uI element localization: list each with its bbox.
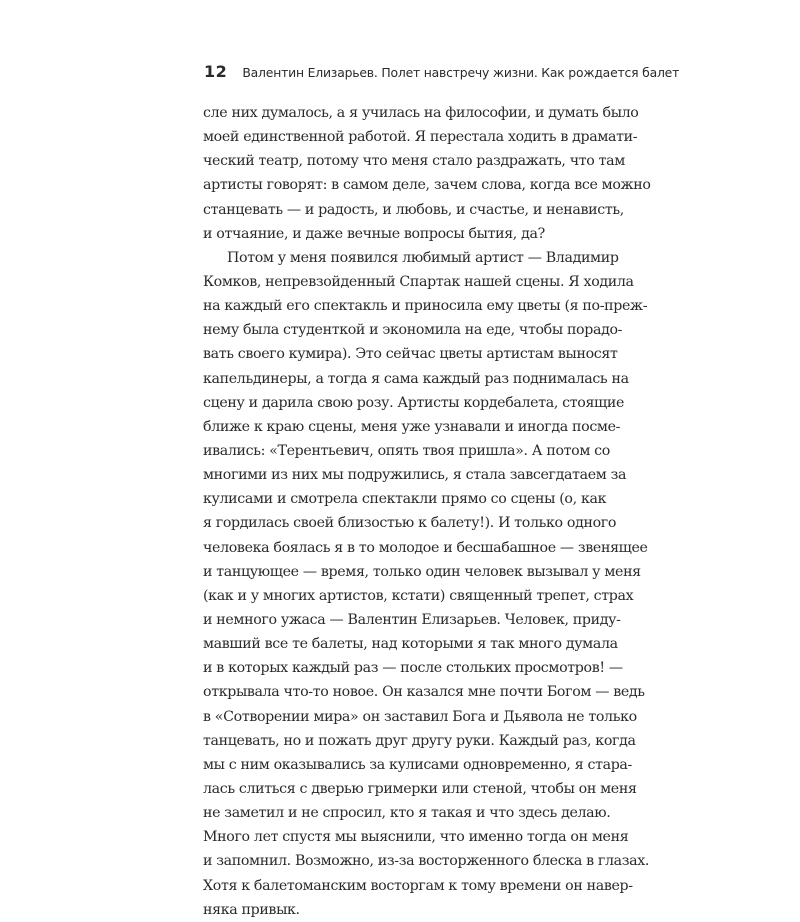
- text-line: станцевать — и радость, и любовь, и счастье, и ненависть,: [203, 201, 624, 218]
- text-line: Хотя к балетоманским восторгам к тому времени он навер-: [203, 877, 633, 894]
- running-header: [204, 62, 680, 84]
- text-line: и запомнил. Возможно, из-за восторженного блеска в глазах.: [203, 853, 650, 870]
- paragraph: [203, 246, 650, 922]
- text-line: сцену и дарила свою розу. Артисты кордебалета, стоящие: [203, 394, 625, 411]
- text-line: я гордилась своей близостью к балету!). И только одного: [203, 515, 617, 532]
- text-line: в «Сотворении мира» он заставил Бога и Дьявола не только: [203, 708, 637, 725]
- text-line: и танцующее — время, только один человек вызывал у меня: [203, 563, 641, 580]
- text-line: артисты говорят: в самом деле, зачем слова, когда все можно: [203, 177, 651, 194]
- text-line: нему была студенткой и экономила на еде, чтобы порадо-: [203, 322, 623, 339]
- text-line: и немного ужаса — Валентин Елизарьев. Человек, приду-: [203, 611, 621, 628]
- text-line: сле них думалось, а я училась на философии, и думать было: [203, 105, 639, 121]
- text-line: капельдинеры, а тогда я сама каждый раз поднималась на: [203, 370, 629, 387]
- text-line: открывала что-то новое. Он казался мне почти Богом — ведь: [203, 684, 645, 701]
- page-number: 12: [204, 62, 228, 81]
- text-line: Комков, непревзойденный Спартак нашей сцены. Я ходила: [203, 273, 634, 290]
- text-line: няка привык.: [203, 901, 300, 918]
- text-line: многими из них мы подружились, я стала завсегдатаем за: [203, 467, 627, 484]
- text-line: и отчаяние, и даже вечные вопросы бытия, да?: [203, 225, 545, 242]
- text-line: танцевать, но и пожать друг другу руки. Каждый раз, когда: [203, 732, 636, 749]
- text-line: кулисами и смотрела спектакли прямо со сцены (о, как: [203, 491, 607, 508]
- text-line: (как и у многих артистов, кстати) священный трепет, страх: [203, 587, 634, 604]
- text-line: вать своего кумира). Это сейчас цветы артистам выносят: [203, 346, 618, 363]
- paragraph: [203, 101, 651, 246]
- body-text: [203, 101, 651, 922]
- text-line: не заметил и не спросил, кто я такая и что здесь делаю.: [203, 805, 611, 822]
- text-line: мавший все те балеты, над которыми я так много думала: [203, 636, 618, 653]
- running-title: Валентин Елизарьев. Полет навстречу жизни. Как рождается балет: [242, 65, 680, 80]
- text-line: моей единственной работой. Я перестала ходить в драмати-: [203, 129, 638, 146]
- text-line: Много лет спустя мы выяснили, что именно тогда он меня: [203, 829, 629, 846]
- text-line: человека боялась я в то молодое и бесшабашное — звенящее: [203, 539, 648, 556]
- text-line: ивались: «Терентьевич, опять твоя пришла». А потом со: [203, 442, 610, 459]
- text-line: на каждый его спектакль и приносила ему цветы (я по-преж-: [203, 298, 648, 315]
- text-line: мы с ним оказывались за кулисами одновременно, я стара-: [203, 756, 632, 773]
- text-line: ближе к краю сцены, меня уже узнавали и иногда посме-: [203, 418, 621, 435]
- text-line: лась слиться с дверью гримерки или стеной, чтобы он меня: [203, 780, 637, 797]
- text-line: Потом у меня появился любимый артист — Владимир: [227, 249, 619, 266]
- text-line: и в которых каждый раз — после стольких просмотров! —: [203, 660, 623, 677]
- text-line: ческий театр, потому что меня стало раздражать, что там: [203, 153, 625, 170]
